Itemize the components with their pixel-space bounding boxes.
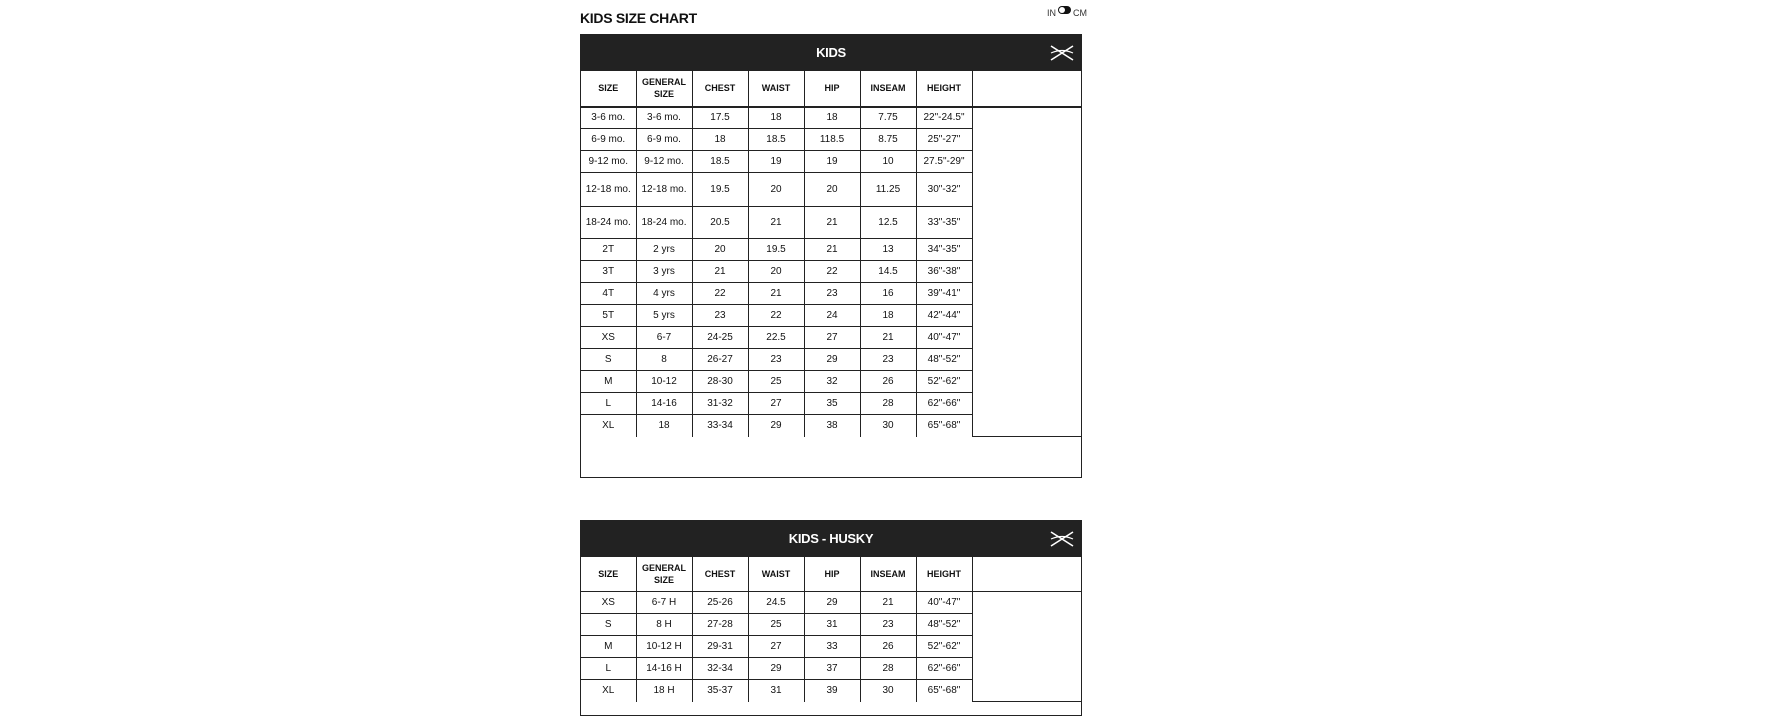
size-table bbox=[581, 556, 1081, 702]
table-cell: 25 bbox=[748, 371, 804, 393]
brand-logo-icon bbox=[1049, 40, 1075, 64]
table-cell: 10 bbox=[860, 151, 916, 173]
table-cell: 48"-52" bbox=[916, 614, 972, 636]
table-cell: 18 bbox=[636, 415, 692, 437]
empty-cell bbox=[972, 71, 1081, 107]
table-cell: 22 bbox=[804, 261, 860, 283]
table-cell: 29 bbox=[748, 415, 804, 437]
table-cell: 118.5 bbox=[804, 129, 860, 151]
table-cell: 39 bbox=[804, 680, 860, 702]
table-cell: 30 bbox=[860, 680, 916, 702]
kids-husky-size-chart bbox=[580, 520, 1082, 716]
table-cell: L bbox=[581, 658, 636, 680]
table-cell: 20.5 bbox=[692, 207, 748, 239]
table-cell: 65"-68" bbox=[916, 415, 972, 437]
table-cell: XL bbox=[581, 680, 636, 702]
table-cell: 26-27 bbox=[692, 349, 748, 371]
table-cell: 25-26 bbox=[692, 592, 748, 614]
table-cell: 18 bbox=[692, 129, 748, 151]
table-cell: 27.5"-29" bbox=[916, 151, 972, 173]
table-row bbox=[581, 107, 1081, 129]
table-cell: 14-16 H bbox=[636, 658, 692, 680]
column-header: GENERAL SIZE bbox=[636, 71, 692, 107]
column-header: HIP bbox=[804, 557, 860, 592]
table-cell: 5 yrs bbox=[636, 305, 692, 327]
table-cell: 17.5 bbox=[692, 107, 748, 129]
table-cell: 39"-41" bbox=[916, 283, 972, 305]
table-cell: 26 bbox=[860, 371, 916, 393]
table-cell: 27-28 bbox=[692, 614, 748, 636]
table-cell: 23 bbox=[860, 349, 916, 371]
table-cell: 27 bbox=[748, 393, 804, 415]
table-cell: 10-12 bbox=[636, 371, 692, 393]
table-cell: 14-16 bbox=[636, 393, 692, 415]
table-cell: 18-24 mo. bbox=[581, 207, 636, 239]
table-cell: 25 bbox=[748, 614, 804, 636]
empty-cell bbox=[972, 557, 1081, 592]
table-row bbox=[581, 592, 1081, 614]
table-cell: 28 bbox=[860, 393, 916, 415]
table-cell: S bbox=[581, 614, 636, 636]
table-cell: 3-6 mo. bbox=[636, 107, 692, 129]
table-cell: 28 bbox=[860, 658, 916, 680]
table-cell: 19 bbox=[748, 151, 804, 173]
table-cell: XS bbox=[581, 592, 636, 614]
table-cell: 22.5 bbox=[748, 327, 804, 349]
table-cell: 3T bbox=[581, 261, 636, 283]
kids-size-chart bbox=[580, 34, 1082, 478]
table-cell: 5T bbox=[581, 305, 636, 327]
table-cell: 21 bbox=[804, 207, 860, 239]
empty-cell bbox=[972, 107, 1081, 437]
table-cell: 6-7 H bbox=[636, 592, 692, 614]
table-cell: 18.5 bbox=[748, 129, 804, 151]
table-cell: 22 bbox=[748, 305, 804, 327]
column-header: HEIGHT bbox=[916, 71, 972, 107]
table-cell: L bbox=[581, 393, 636, 415]
table-cell: 11.25 bbox=[860, 173, 916, 207]
column-header: CHEST bbox=[692, 557, 748, 592]
table-cell: 18-24 mo. bbox=[636, 207, 692, 239]
table-header-row bbox=[581, 557, 1081, 592]
table-cell: 27 bbox=[804, 327, 860, 349]
table-cell: 22 bbox=[692, 283, 748, 305]
table-cell: 35 bbox=[804, 393, 860, 415]
toggle-switch-icon[interactable] bbox=[1058, 6, 1071, 14]
table-cell: 23 bbox=[692, 305, 748, 327]
table-cell: 20 bbox=[748, 261, 804, 283]
table-cell: 26 bbox=[860, 636, 916, 658]
table-cell: 31 bbox=[748, 680, 804, 702]
chart-title: KIDS - HUSKY bbox=[788, 531, 874, 546]
table-cell: 31 bbox=[804, 614, 860, 636]
table-cell: 12-18 mo. bbox=[581, 173, 636, 207]
table-cell: 21 bbox=[748, 283, 804, 305]
table-cell: 13 bbox=[860, 239, 916, 261]
table-cell: 24.5 bbox=[748, 592, 804, 614]
table-cell: 20 bbox=[748, 173, 804, 207]
table-cell: 33 bbox=[804, 636, 860, 658]
table-cell: 24-25 bbox=[692, 327, 748, 349]
table-cell: 20 bbox=[804, 173, 860, 207]
column-header: HEIGHT bbox=[916, 557, 972, 592]
table-cell: 29 bbox=[804, 592, 860, 614]
table-cell: 37 bbox=[804, 658, 860, 680]
column-header: CHEST bbox=[692, 71, 748, 107]
table-cell: 10-12 H bbox=[636, 636, 692, 658]
chart-header bbox=[581, 521, 1081, 556]
table-cell: 48"-52" bbox=[916, 349, 972, 371]
table-cell: 3 yrs bbox=[636, 261, 692, 283]
table-cell: 23 bbox=[860, 614, 916, 636]
table-cell: 65"-68" bbox=[916, 680, 972, 702]
table-cell: XL bbox=[581, 415, 636, 437]
table-cell: 19.5 bbox=[692, 173, 748, 207]
table-cell: 8 bbox=[636, 349, 692, 371]
table-cell: 21 bbox=[692, 261, 748, 283]
table-cell: 4 yrs bbox=[636, 283, 692, 305]
empty-cell bbox=[972, 592, 1081, 702]
table-cell: 33"-35" bbox=[916, 207, 972, 239]
table-cell: 62"-66" bbox=[916, 393, 972, 415]
table-cell: 8 H bbox=[636, 614, 692, 636]
table-cell: 28-30 bbox=[692, 371, 748, 393]
table-cell: 20 bbox=[692, 239, 748, 261]
table-cell: 52"-62" bbox=[916, 371, 972, 393]
table-cell: 3-6 mo. bbox=[581, 107, 636, 129]
table-cell: 21 bbox=[860, 592, 916, 614]
table-header-row bbox=[581, 71, 1081, 107]
table-cell: 19.5 bbox=[748, 239, 804, 261]
page-title: KIDS SIZE CHART bbox=[580, 10, 697, 26]
table-cell: M bbox=[581, 371, 636, 393]
unit-toggle[interactable] bbox=[1047, 8, 1087, 18]
table-cell: 12-18 mo. bbox=[636, 173, 692, 207]
column-header: HIP bbox=[804, 71, 860, 107]
table-cell: 7.75 bbox=[860, 107, 916, 129]
table-cell: 29 bbox=[804, 349, 860, 371]
table-cell: 30"-32" bbox=[916, 173, 972, 207]
table-cell: 32 bbox=[804, 371, 860, 393]
column-header: SIZE bbox=[581, 557, 636, 592]
column-header: WAIST bbox=[748, 557, 804, 592]
table-cell: 52"-62" bbox=[916, 636, 972, 658]
table-cell: 9-12 mo. bbox=[636, 151, 692, 173]
unit-label-cm: CM bbox=[1073, 8, 1087, 18]
table-cell: 6-7 bbox=[636, 327, 692, 349]
table-cell: 23 bbox=[748, 349, 804, 371]
table-cell: 8.75 bbox=[860, 129, 916, 151]
table-cell: 4T bbox=[581, 283, 636, 305]
table-cell: 23 bbox=[804, 283, 860, 305]
table-cell: 24 bbox=[804, 305, 860, 327]
column-header: INSEAM bbox=[860, 557, 916, 592]
table-cell: 36"-38" bbox=[916, 261, 972, 283]
table-cell: 18 H bbox=[636, 680, 692, 702]
table-cell: 34"-35" bbox=[916, 239, 972, 261]
table-cell: 30 bbox=[860, 415, 916, 437]
column-header: WAIST bbox=[748, 71, 804, 107]
table-cell: 12.5 bbox=[860, 207, 916, 239]
column-header: SIZE bbox=[581, 71, 636, 107]
table-cell: M bbox=[581, 636, 636, 658]
table-cell: 14.5 bbox=[860, 261, 916, 283]
table-cell: S bbox=[581, 349, 636, 371]
table-cell: 25"-27" bbox=[916, 129, 972, 151]
table-cell: 9-12 mo. bbox=[581, 151, 636, 173]
table-cell: 18 bbox=[804, 107, 860, 129]
table-cell: 18 bbox=[860, 305, 916, 327]
table-cell: 27 bbox=[748, 636, 804, 658]
table-cell: 62"-66" bbox=[916, 658, 972, 680]
table-cell: 40"-47" bbox=[916, 592, 972, 614]
unit-label-in: IN bbox=[1047, 8, 1056, 18]
table-cell: 16 bbox=[860, 283, 916, 305]
column-header: INSEAM bbox=[860, 71, 916, 107]
table-cell: 31-32 bbox=[692, 393, 748, 415]
table-cell: 2 yrs bbox=[636, 239, 692, 261]
table-cell: 33-34 bbox=[692, 415, 748, 437]
table-cell: 19 bbox=[804, 151, 860, 173]
table-cell: 18 bbox=[748, 107, 804, 129]
table-cell: 29-31 bbox=[692, 636, 748, 658]
column-header: GENERAL SIZE bbox=[636, 557, 692, 592]
chart-header bbox=[581, 35, 1081, 70]
table-cell: 6-9 mo. bbox=[636, 129, 692, 151]
table-cell: 32-34 bbox=[692, 658, 748, 680]
table-cell: 6-9 mo. bbox=[581, 129, 636, 151]
chart-title: KIDS bbox=[816, 45, 846, 60]
table-cell: 40"-47" bbox=[916, 327, 972, 349]
table-cell: 35-37 bbox=[692, 680, 748, 702]
table-cell: 22"-24.5" bbox=[916, 107, 972, 129]
table-cell: 21 bbox=[804, 239, 860, 261]
brand-logo-icon bbox=[1049, 526, 1075, 550]
table-cell: 18.5 bbox=[692, 151, 748, 173]
table-cell: 21 bbox=[860, 327, 916, 349]
table-cell: XS bbox=[581, 327, 636, 349]
table-cell: 29 bbox=[748, 658, 804, 680]
table-cell: 2T bbox=[581, 239, 636, 261]
table-cell: 21 bbox=[748, 207, 804, 239]
table-cell: 38 bbox=[804, 415, 860, 437]
table-cell: 42"-44" bbox=[916, 305, 972, 327]
size-table bbox=[581, 70, 1081, 437]
